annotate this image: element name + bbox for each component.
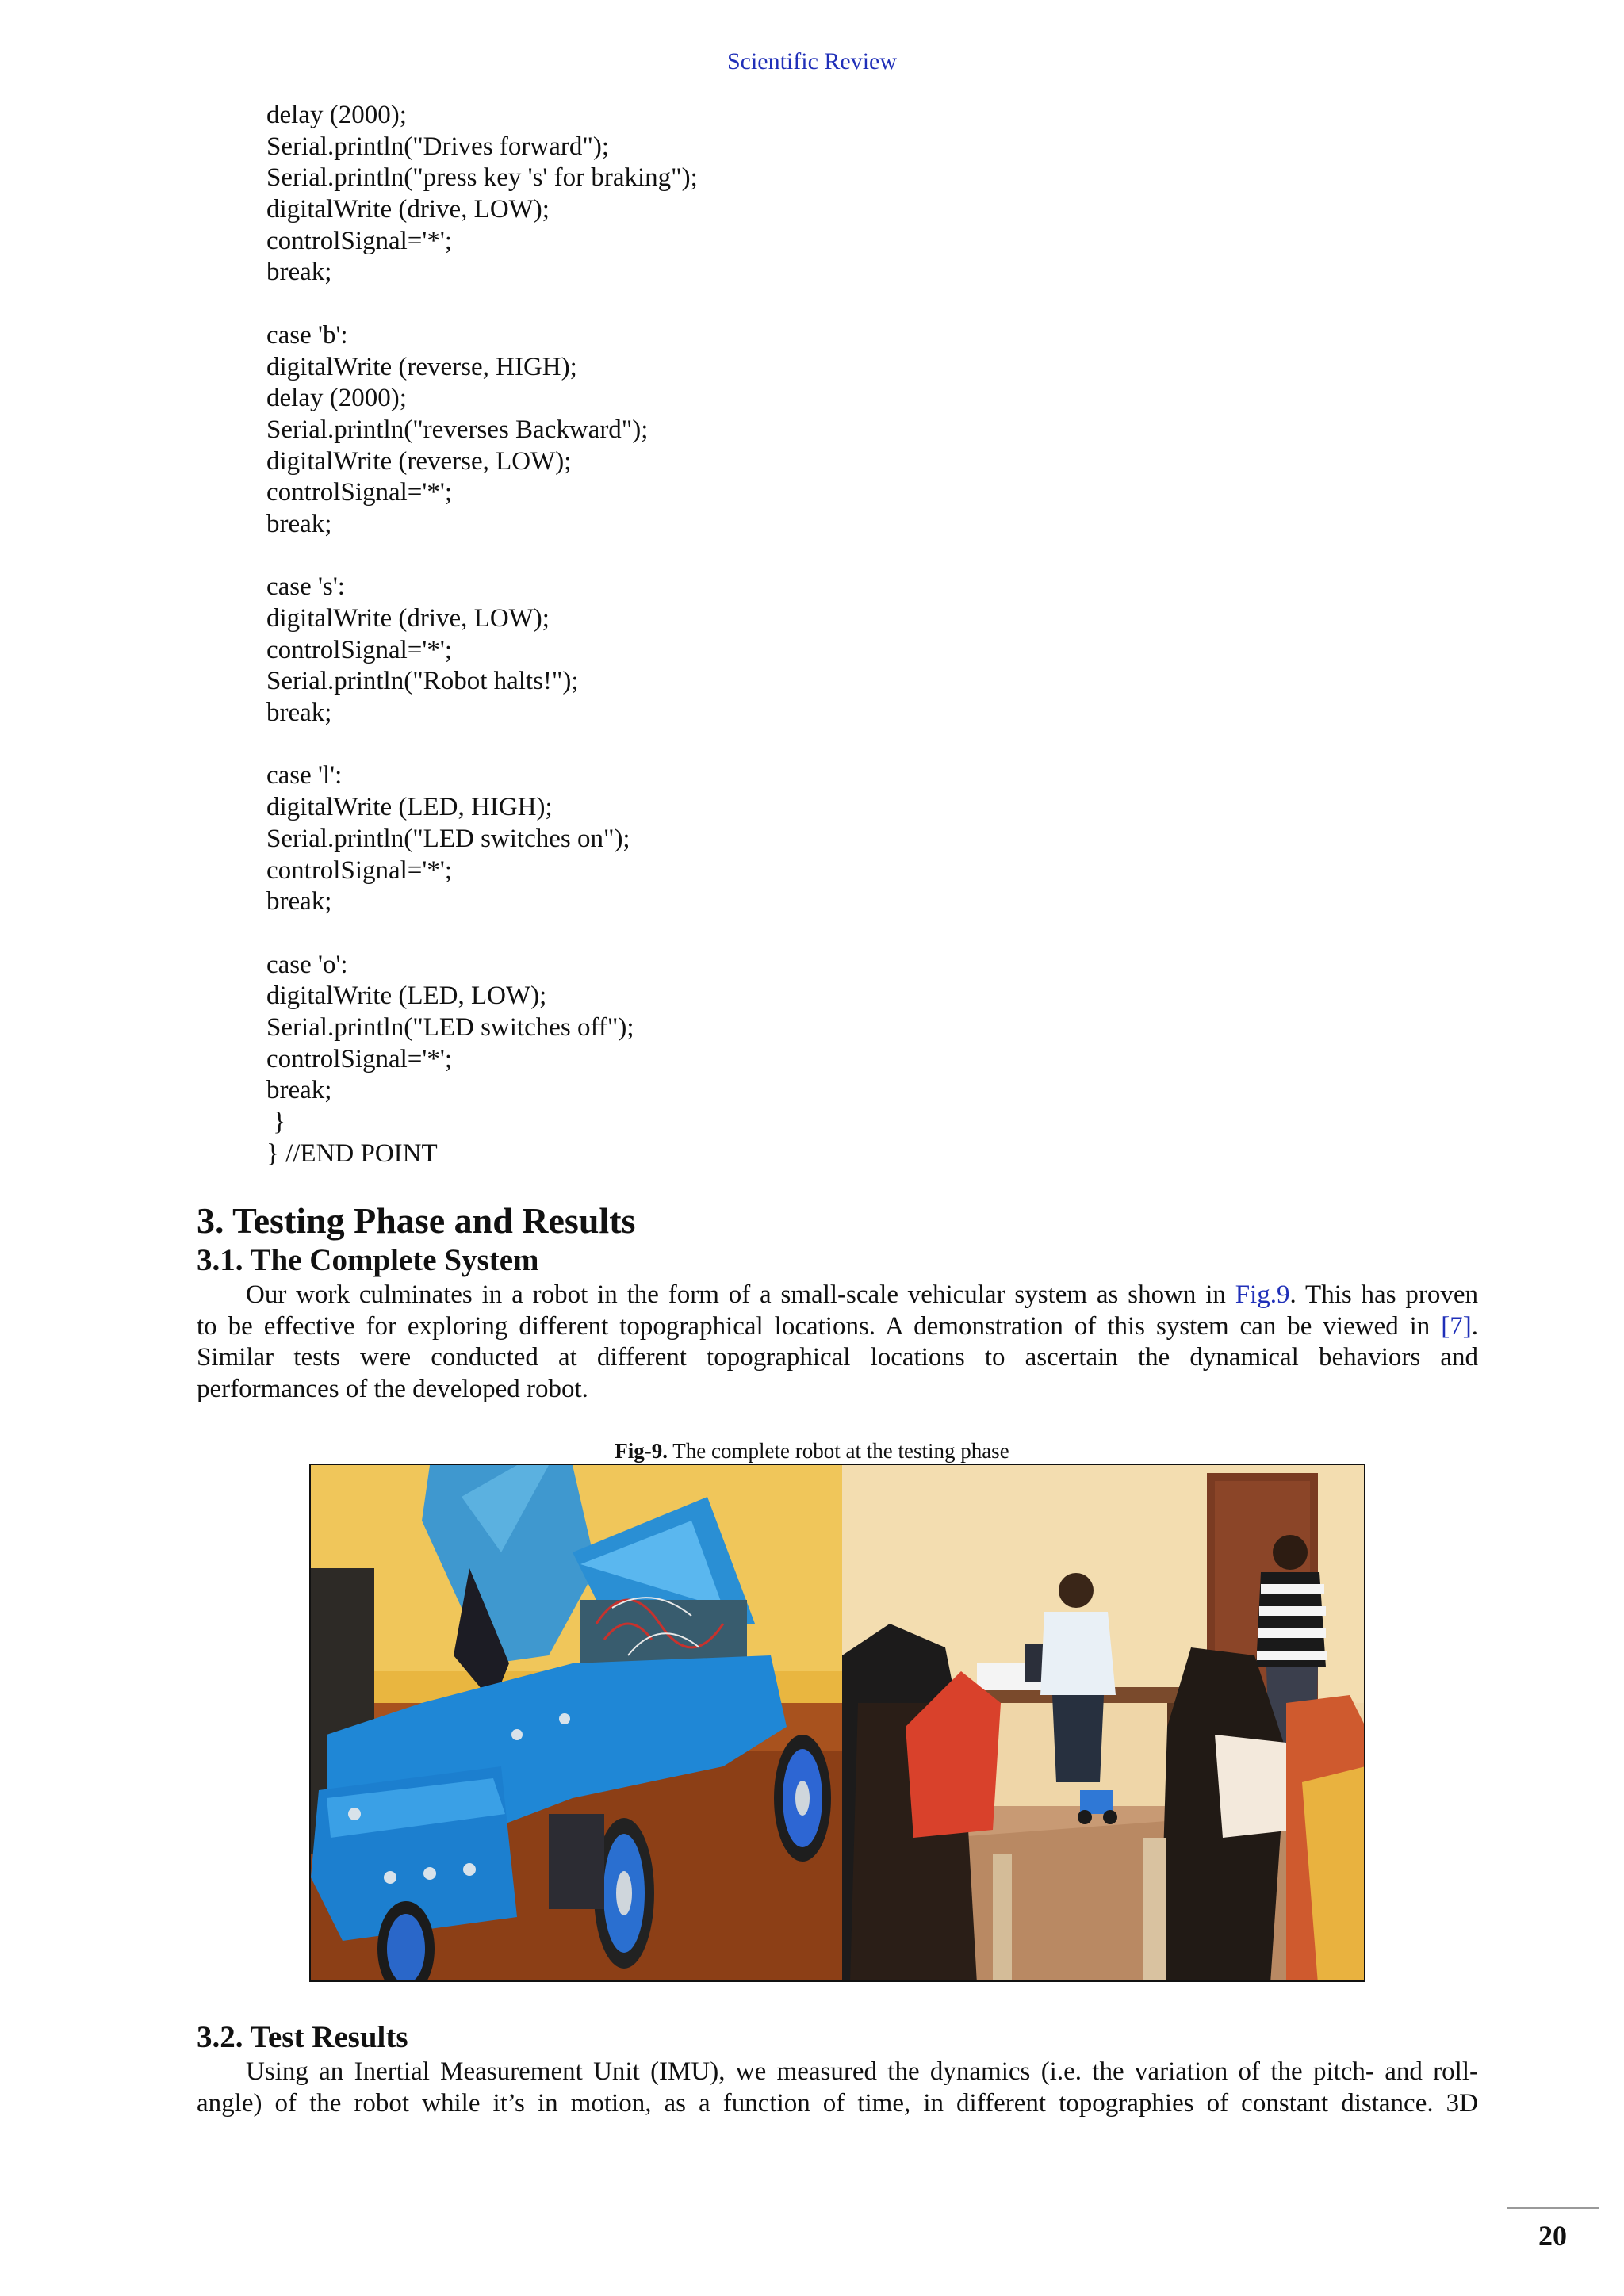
code-line: controlSignal='*';: [266, 1044, 452, 1073]
code-line: break;: [266, 509, 332, 538]
page-number: 20: [1538, 2220, 1567, 2252]
page-number-rule: [1507, 2207, 1599, 2209]
code-line: [266, 289, 1218, 320]
code-line: digitalWrite (reverse, LOW);: [266, 446, 572, 476]
code-line: delay (2000);: [266, 101, 407, 129]
subsection-heading-test-results: 3.2. Test Results: [197, 2020, 408, 2054]
figure-label: Fig-9.: [615, 1439, 668, 1463]
photo-classroom-demo: [842, 1465, 1365, 1980]
code-line: [266, 541, 1218, 572]
code-line: controlSignal='*';: [266, 226, 452, 255]
code-line: case 'o':: [266, 950, 348, 979]
code-line: digitalWrite (reverse, HIGH);: [266, 352, 577, 381]
code-line: } //END POINT: [266, 1138, 438, 1168]
code-line: case 's':: [266, 572, 345, 602]
code-line: Serial.println("press key 's' for braking");: [266, 163, 698, 193]
paragraph-line: Using an Inertial Measurement Unit (IMU), we measured the dynamics (i.e. the variation of the pitch- and roll-: [246, 2057, 1478, 2086]
code-listing: [266, 100, 1218, 1169]
code-line: Serial.println("reverses Backward");: [266, 415, 649, 444]
figure-caption-text: The complete robot at the testing phase: [668, 1439, 1009, 1463]
code-line: Serial.println("Robot halts!");: [266, 667, 579, 696]
paragraph-line: to be effective for exploring different topographical locations. A demonstration of this system can be viewed in [7].: [197, 1311, 1478, 1341]
subsection-heading-complete-system: 3.1. The Complete System: [197, 1243, 539, 1277]
section-heading: 3. Testing Phase and Results: [197, 1200, 636, 1241]
code-line: Serial.println("LED switches on");: [266, 824, 630, 853]
code-line: delay (2000);: [266, 384, 407, 413]
code-line: [266, 729, 1218, 761]
code-line: break;: [266, 258, 332, 287]
code-line: digitalWrite (drive, LOW);: [266, 604, 550, 633]
paragraph-complete-system: [197, 1280, 1478, 1406]
code-line: break;: [266, 1076, 332, 1105]
code-line: break;: [266, 698, 332, 728]
code-line: case 'l':: [266, 761, 343, 790]
code-line: digitalWrite (LED, HIGH);: [266, 793, 553, 822]
paragraph-line: Similar tests were conducted at different topographical locations to ascertain the dynamical behaviors and: [197, 1343, 1478, 1372]
code-line: Serial.println("Drives forward");: [266, 132, 609, 161]
code-line: }: [266, 1108, 286, 1136]
photo-robot-closeup: [311, 1465, 842, 1980]
paragraph-test-results: [197, 2057, 1478, 2119]
figure-robot-photos: [309, 1464, 1365, 1982]
code-line: digitalWrite (drive, LOW);: [266, 195, 550, 224]
code-line: controlSignal='*';: [266, 635, 452, 664]
code-line: [266, 918, 1218, 950]
code-line: digitalWrite (LED, LOW);: [266, 982, 547, 1011]
code-line: Serial.println("LED switches off");: [266, 1012, 634, 1042]
figure-reference-link[interactable]: Fig.9: [1235, 1280, 1290, 1309]
code-line: break;: [266, 887, 332, 916]
paragraph-line: Our work culminates in a robot in the form of a small-scale vehicular system as shown in Fig.9. This has proven: [246, 1280, 1479, 1309]
code-line: case 'b':: [266, 320, 348, 350]
code-line: controlSignal='*';: [266, 478, 452, 507]
code-line: controlSignal='*';: [266, 855, 452, 885]
paragraph-line: angle) of the robot while it’s in motion, as a function of time, in different topographies of constant distance. 3D: [197, 2088, 1478, 2118]
journal-header: Scientific Review: [726, 48, 898, 75]
paragraph-line: performances of the developed robot.: [197, 1375, 588, 1404]
citation-reference-link[interactable]: [7]: [1441, 1311, 1472, 1341]
figure-caption: [0, 1437, 1624, 1465]
